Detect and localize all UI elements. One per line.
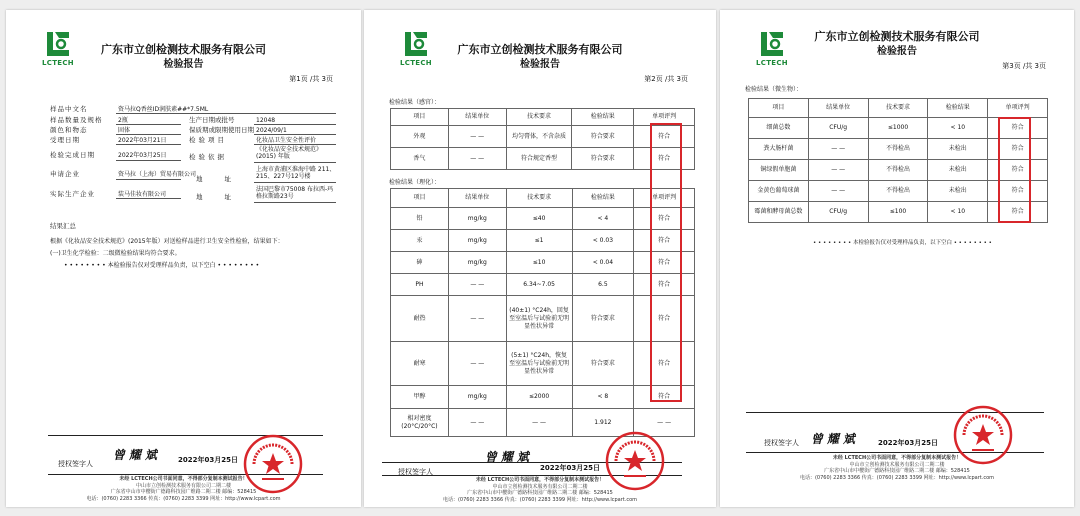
page-number: 第2页 /共 3页 xyxy=(644,75,688,83)
table-header: 单项评判 xyxy=(634,109,695,126)
table-header: 检验结果 xyxy=(572,189,634,208)
footer-line: 电话：(0760) 2283 3366 传真：(0760) 2283 3399 网址：http://www.lcpart.com xyxy=(799,474,995,481)
info-row: 样品数量及规格 xyxy=(50,116,103,124)
info-value: 装马佳妆有限公司 xyxy=(118,191,167,198)
page-number: 第3页 /共 3页 xyxy=(1002,62,1046,70)
page-number: 第1页 /共 3页 xyxy=(289,75,333,83)
table-header: 项目 xyxy=(391,189,449,208)
end-note: • • • • • • • • 本检验报告仅对受理样品负责，以下空白 • • • • • • • • xyxy=(813,240,992,246)
info-value: 资马拉Q香丝ID润肤素##*7.5ML xyxy=(118,106,209,113)
info-row: 实际生产企业 xyxy=(50,190,95,198)
logo-text: LCTECH xyxy=(42,59,74,67)
authorized-signer-label: 授权签字人 xyxy=(398,468,433,476)
info-row: 申请企业 xyxy=(50,170,80,178)
footer-line: 未经 LCTECH公司书面同意，不得部分复制本测试报告！ xyxy=(475,477,605,483)
table-header: 项目 xyxy=(749,99,809,118)
footer-line: 中山市立创检测技术服务有限公司二期二楼 xyxy=(492,483,588,490)
section-sensory: 检验结果（感官）： xyxy=(389,99,441,106)
signature: 曾耀斌 xyxy=(810,432,862,446)
table-header: 技术要求 xyxy=(868,99,928,118)
table-header: 单项评判 xyxy=(634,189,695,208)
report-title: 检验报告 xyxy=(163,59,204,70)
table-row: 耐寒 — — (5±1) °C24h，恢复至室温后与试验前无明显性状异常 符合要求 符合 xyxy=(391,342,695,386)
footer-line: 中山市立创检测技术服务有限公司二期二楼 xyxy=(135,482,231,489)
info-value: 法国巴黎市75008 布拉西-玛格拉斯路23号 xyxy=(256,186,334,200)
table-row: 香气 — — 符合规定香型 符合要求 符合 xyxy=(391,148,695,170)
table-row: PH — — 6.34~7.05 6.5 符合 xyxy=(391,274,695,296)
logo-text: LCTECH xyxy=(756,59,788,67)
table-row: 砷 mg/kg ≤10 < 0.04 符合 xyxy=(391,252,695,274)
sign-date: 2022年03月25日 xyxy=(540,464,600,472)
table-header: 技术要求 xyxy=(506,109,572,126)
table-row: 甲醇 mg/kg ≤2000 < 8 符合 xyxy=(391,386,695,409)
info-value: 化妆品卫生安全性评价 xyxy=(256,137,317,144)
summary-line: 根据《化妆品安全技术规范》(2015年版）对送检样品进行卫生安全性检验，结果如下： xyxy=(50,238,284,245)
info-value: 固体 xyxy=(118,127,131,134)
info-row: 样品中文名 xyxy=(50,105,88,113)
footer-line: 电话：(0760) 2283 3366 传真：(0760) 2283 3399 网址：http://www.lcpart.com xyxy=(442,496,638,503)
info-value: 资马拉（上海）贸易有限公司 xyxy=(118,171,197,178)
signature: 曾耀斌 xyxy=(112,448,164,462)
company-name: 广东市立创检测技术服务有限公司 xyxy=(101,43,266,56)
company-name: 广东市立创检测技术服务有限公司 xyxy=(457,43,623,56)
info-value: 2瓶 xyxy=(118,117,128,124)
table-header: 结果单位 xyxy=(448,189,506,208)
info-label: 生产日期或批号 xyxy=(189,116,235,124)
table-row: 铜绿假单胞菌 — — 不得检出 未检出 符合 xyxy=(749,160,1048,181)
report-page-2 xyxy=(364,10,716,507)
info-row: 受理日期 xyxy=(50,136,80,144)
section-physchem: 检验结果（理化）： xyxy=(389,179,441,186)
authorized-signer-label: 授权签字人 xyxy=(58,460,93,468)
report-title: 检验报告 xyxy=(877,46,917,57)
table-header: 项目 xyxy=(391,109,449,126)
info-value: 2022年03月25日 xyxy=(118,152,167,159)
table-row: 粪大肠杆菌 — — 不得检出 未检出 符合 xyxy=(749,139,1048,160)
footer-line: 广东省中山市中樱街广德路科技园广维路二期二楼 邮编：528415 xyxy=(110,489,257,495)
signature: 曾耀斌 xyxy=(484,450,536,464)
info-value: 12048 xyxy=(256,117,276,124)
footer-line: 广东省中山市中樱街广德路科技园广维路二期二楼 邮编：528415 xyxy=(467,490,613,496)
verdict-highlight-box xyxy=(998,117,1031,223)
info-value: 上海市黄浦区淮海中路 211、215、227号12号楼 xyxy=(256,166,336,180)
info-label: 保质期或限期使用日期 xyxy=(189,126,254,134)
info-label: 检验项目 xyxy=(189,136,227,144)
authorized-signer-label: 授权签字人 xyxy=(764,439,799,447)
sign-date: 2022年03月25日 xyxy=(878,439,938,447)
report-title: 检验报告 xyxy=(520,59,560,70)
report-page-1 xyxy=(6,10,361,507)
table-row: 金黄色葡萄球菌 — — 不得检出 未检出 符合 xyxy=(749,181,1048,202)
table-header: 结果单位 xyxy=(808,99,868,118)
table-row: 汞 mg/kg ≤1 < 0.03 符合 xyxy=(391,230,695,252)
table-row: 相对密度 (20°C/20°C) — — — — 1.912 — — xyxy=(391,409,695,437)
summary-line: • • • • • • • • 本检验报告仅对受理样品负责，以下空白 • • • • • • • • xyxy=(64,262,260,269)
table-header: 技术要求 xyxy=(506,189,572,208)
info-row: 颜色和物态 xyxy=(50,126,88,134)
table-row: 霉菌和酵母菌总数 CFU/g ≤100 < 10 符合 xyxy=(749,202,1048,223)
footer-line: 广东省中山市中樱街广德路科技园广维路二期二楼 邮编：528415 xyxy=(824,468,970,474)
logo-text: LCTECH xyxy=(400,59,432,67)
footer-line: 中山市立创检测技术服务有限公司二期二楼 xyxy=(849,461,945,468)
footer-line: 未经 LCTECH公司书面同意，不得部分复制本测试报告！ xyxy=(832,455,962,461)
info-label: 检验依据 xyxy=(189,153,227,161)
sign-date: 2022年03月25日 xyxy=(178,456,238,464)
table-row: 铅 mg/kg ≤40 < 4 符合 xyxy=(391,208,695,230)
info-value: 2022年03月21日 xyxy=(118,137,167,144)
footer-line: 未经 LCTECH公司书面同意，不得部分复制本测试报告！ xyxy=(119,476,248,482)
section-micro: 检验结果（微生物）： xyxy=(745,86,803,93)
table-header: 检验结果 xyxy=(928,99,988,118)
info-row: 检验完成日期 xyxy=(50,151,95,159)
summary-line: (一)卫生化学检验：二级微检验结果均符合要求。 xyxy=(50,250,181,257)
info-label: 地址 xyxy=(196,193,253,201)
footer-line: 电话：(0760) 2283 3366 传真：(0760) 2283 3399 网址：http://www.lcpart.com xyxy=(86,495,281,502)
table-header: 检验结果 xyxy=(572,109,634,126)
table-header: 结果单位 xyxy=(448,109,506,126)
summary-title: 结果汇总 xyxy=(50,222,76,230)
info-label: 地址 xyxy=(196,175,253,183)
table-header: 单项评判 xyxy=(988,99,1048,118)
table-row: 外观 — — 均匀膏体，不含杂质 符合要求 符合 xyxy=(391,126,695,148)
report-page-3 xyxy=(720,10,1074,507)
table-row: 细菌总数 CFU/g ≤1000 < 10 符合 xyxy=(749,118,1048,139)
verdict-highlight-box xyxy=(650,123,682,402)
table-row: 耐热 — — (40±1) °C24h，回复至室温后与试验前无明显性状异常 符合要求 符合 xyxy=(391,296,695,342)
info-value: 《化妆品安全技术规范》(2015) 年版 xyxy=(256,146,323,160)
company-name: 广东市立创检测技术服务有限公司 xyxy=(814,30,980,43)
info-value: 2024/09/1 xyxy=(256,127,287,134)
